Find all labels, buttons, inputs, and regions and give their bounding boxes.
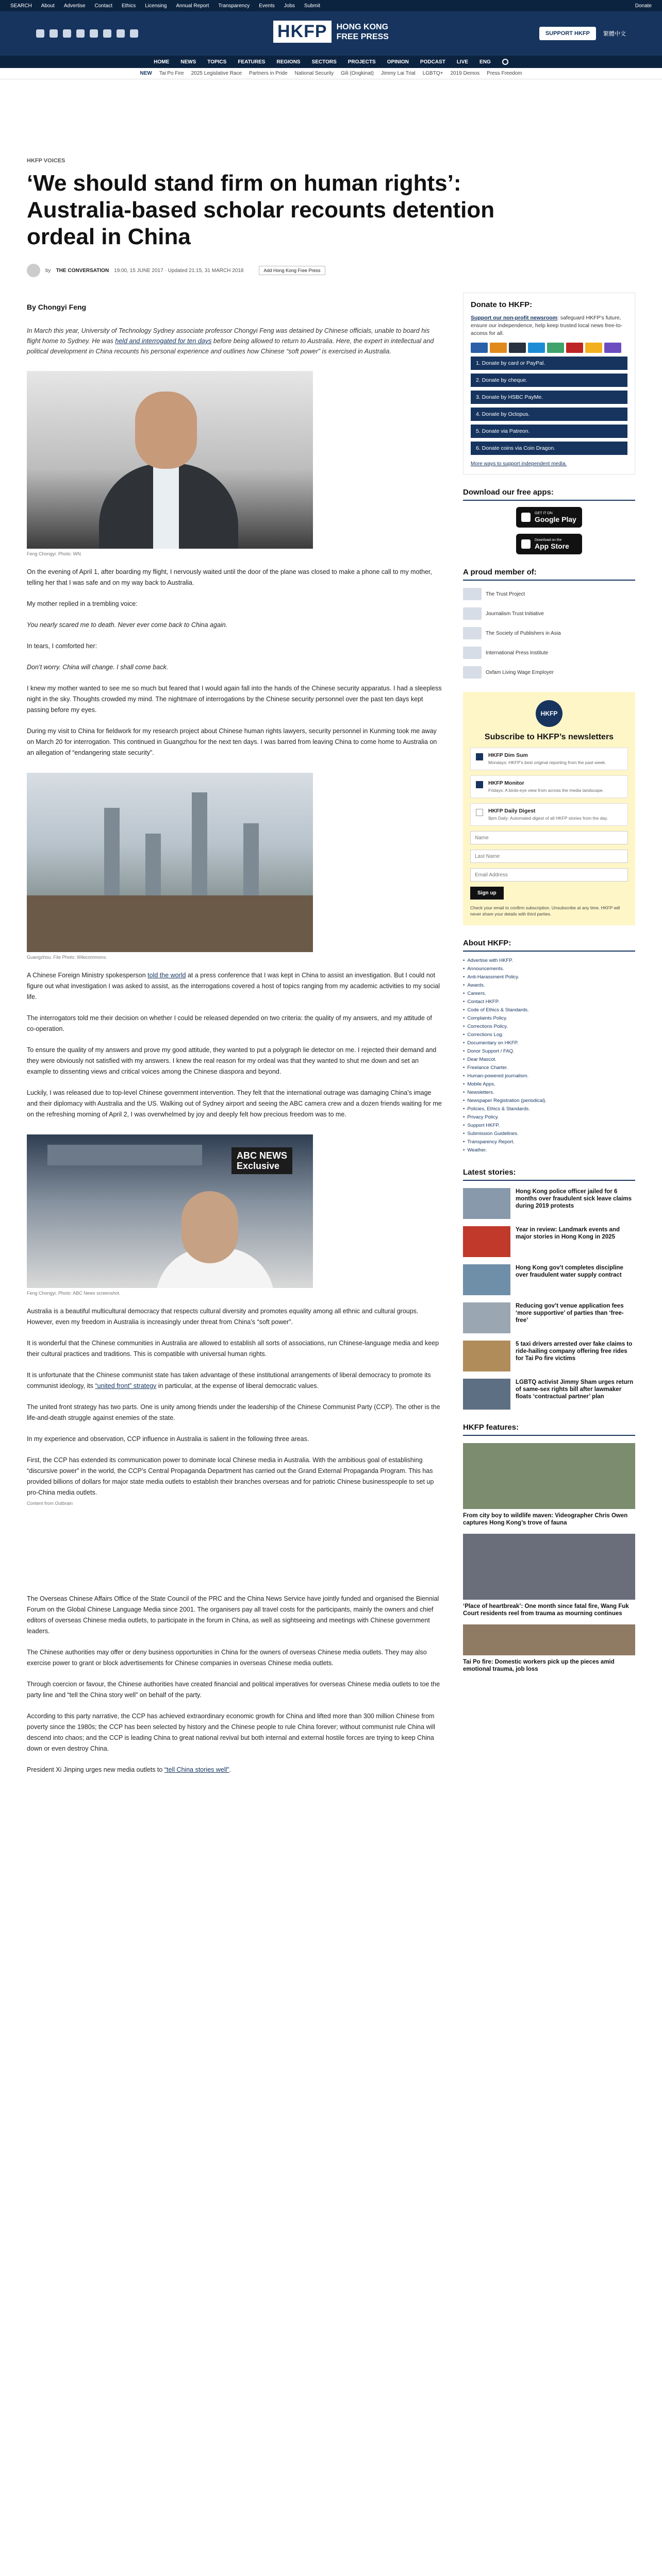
trust-project-icon	[463, 588, 482, 600]
about-link[interactable]: • Freelance Charter.	[463, 1064, 635, 1072]
nav-item-home[interactable]: HOME	[154, 59, 170, 65]
photo-figure	[135, 392, 197, 469]
utility-link-submit[interactable]: Submit	[304, 3, 321, 9]
add-source-button[interactable]: Add Hong Kong Free Press	[259, 266, 325, 275]
trending-item[interactable]: 2019 Demos	[450, 71, 480, 76]
about-link[interactable]: • Documentary on HKFP.	[463, 1039, 635, 1047]
about-link[interactable]: • Awards.	[463, 981, 635, 990]
story-thumbnail	[463, 1379, 510, 1410]
newsletter-name: HKFP Dim Sum	[488, 752, 528, 758]
article-photo-abc	[27, 1134, 313, 1288]
trending-item[interactable]: Jimmy Lai Trial	[381, 71, 416, 76]
newsletter-info	[488, 808, 608, 821]
more-ways-link[interactable]: More ways to support independent media.	[471, 461, 567, 467]
mastercard-icon	[490, 343, 507, 353]
about-link[interactable]: • Newspaper Registration (periodical).	[463, 1097, 635, 1105]
member-item[interactable]	[463, 666, 635, 679]
utility-link-events[interactable]: Events	[259, 3, 275, 9]
subscribe-title: Subscribe to HKFP’s newsletters	[484, 733, 614, 741]
member-name: Journalism Trust Initiative	[486, 611, 544, 617]
app-store-button[interactable]	[516, 534, 582, 554]
inline-link[interactable]: “tell China stories well”	[164, 1766, 229, 1773]
about-link[interactable]: • Submission Guidelines.	[463, 1130, 635, 1138]
member-name: Oxfam Living Wage Employer	[486, 669, 554, 675]
nav-item-regions[interactable]: REGIONS	[276, 59, 301, 65]
paragraph-text: It is unfortunate that the Chinese communist state has taken advantage of these institutional arrangements of liberal democracy to promote its communist ideology, its	[27, 1371, 431, 1389]
nav-item-sectors[interactable]: SECTORS	[311, 59, 337, 65]
octopus-icon	[566, 343, 583, 353]
social-icons	[36, 29, 138, 38]
utility-link-licensing[interactable]: Licensing	[145, 3, 167, 9]
story-thumbnail	[463, 1341, 510, 1371]
trending-item[interactable]: 2025 Legislative Race	[191, 71, 242, 76]
paragraph: To ensure the quality of my answers and prove my good attitude, they wanted to put a polygraph lie detector on me. I rejected their demand and they were obviously not satisfied with my answers. I knew the real reason for my ordeal was that they wanted to shut me down and set an example to dissenting views and critical voices among the Chinese diaspora and beyond.	[27, 1046, 437, 1075]
utility-link-contact[interactable]: Contact	[94, 3, 112, 9]
payment-methods	[471, 343, 627, 353]
logo-mark: HKFP	[273, 21, 332, 43]
article-category[interactable]: HKFP VOICES	[27, 158, 65, 164]
member-item[interactable]	[463, 607, 635, 620]
paragraph: The Overseas Chinese Affairs Office of the State Council of the PRC and the China News Service have jointly funded and organised the Biennial Forum on the Global Chinese Language Media since 2001. The organisers pay all travel costs for the participants, mainly the owners and chief editors of overseas Chinese media outlets, to participate in the forum in China, as well as sightseeing and meetings with Chinese government leaders.	[27, 1595, 439, 1635]
threads-icon[interactable]	[76, 29, 85, 38]
about-link[interactable]: • Policies, Ethics & Standards.	[463, 1105, 635, 1113]
lede-text: before being allowed to return to Australia. Here, the expert in intellectual and political development in China recounts his personal experience and outlines how Chinese “soft power” is exercised in Australia.	[27, 337, 434, 355]
trending-bar	[0, 68, 662, 79]
about-link[interactable]: • Contact HKFP.	[463, 998, 635, 1006]
payme-icon	[547, 343, 564, 353]
donate-box	[463, 293, 635, 474]
about-link[interactable]: • Careers.	[463, 990, 635, 998]
paragraph: First, the CCP has extended its communication power to dominate local Chinese media in Australia. With the ambitious goal of establishing “discursive power” in the world, the CCP’s Central Propaganda Department has carried out the Grand External Propaganda Program. This has provided billions of dollars for major state media outlets to establish their branches overseas and for patriotic Chinese businesspeople to set up pro-China media outlets.	[27, 1456, 434, 1496]
nav-item-news[interactable]: NEWS	[180, 59, 196, 65]
feature-story[interactable]	[463, 1443, 635, 1527]
email-field[interactable]	[470, 868, 628, 882]
first-name-field[interactable]	[470, 831, 628, 844]
photo-caption: Guangzhou. File Photo: Wikicommons.	[27, 955, 107, 960]
story-thumbnail	[463, 1302, 510, 1333]
about-link[interactable]: • Weather.	[463, 1146, 635, 1155]
about-link[interactable]: • Anti-Harassment Policy.	[463, 973, 635, 981]
newsletter-checkbox[interactable]	[476, 809, 483, 816]
photo-ground	[27, 895, 313, 952]
instagram-icon[interactable]	[63, 29, 71, 38]
feature-title: Tai Po fire: Domestic workers pick up the pieces amid emotional trauma, job loss	[463, 1659, 615, 1672]
latest-story[interactable]	[463, 1341, 635, 1371]
paragraph: Australia is a beautiful multicultural democracy that respects cultural diversity and promotes equality among all ethnic and cultural groups. However, even my freedom in Australia is increasingly under threat from China’s “soft power”.	[27, 1308, 419, 1326]
photo-figure	[153, 466, 179, 549]
paragraph: Luckily, I was released due to top-level Chinese government intervention. They felt that the international outrage was damaging China’s image and their diplomacy with Australia and the US. Walking out of Sydney airport and seeing the ABC camera crew and a dozen friends waiting for me on the refreshing morning of April 2, I was overwhelmed by joy and deeply felt how precious freedom was to me.	[27, 1089, 442, 1118]
article-author: By Chongyi Feng	[27, 303, 87, 311]
facebook-icon[interactable]	[36, 29, 44, 38]
google-play-big: Google Play	[535, 515, 576, 523]
paragraph: In my experience and observation, CCP influence in Australia is salient in the following three areas.	[27, 1435, 309, 1443]
about-link[interactable]: • Support HKFP.	[463, 1122, 635, 1130]
trending-new-label: NEW	[140, 71, 152, 76]
byline-prefix: by	[45, 267, 51, 274]
photo-building	[243, 823, 259, 895]
newsletter-signup	[463, 692, 635, 925]
photo-figure	[181, 1191, 238, 1263]
app-store-big: App Store	[535, 541, 569, 550]
lede-text: In March this year, University of Technology Sydney associate professor Chongyi Feng was detained by Chinese officials, unable to board his flight home to Sydney. He was	[27, 327, 430, 345]
features-section	[463, 1423, 635, 1673]
logo-text	[337, 22, 389, 42]
paragraph	[27, 1765, 442, 1775]
photo-building	[145, 834, 161, 895]
google-play-small: GET IT ON	[535, 511, 553, 515]
paragraph: According to this party narrative, the CCP has achieved extraordinary economic growth for China and lifted more than 300 million Chinese from poverty since the 1980s; the CCP has been selected by history and the Chinese people to rule China forever; without communist rule China will descend into chaos; and the CCP is leading China to great national revival but both internal and external hostile forces are trying to keep China down or even destroy China.	[27, 1713, 435, 1752]
member-item[interactable]	[463, 627, 635, 639]
about-link[interactable]: • Corrections Log.	[463, 1031, 635, 1039]
newsletter-info	[488, 752, 606, 766]
paragraph: Through coercion or favour, the Chinese authorities have created financial and political imperatives for overseas Chinese media outlets to toe the party line and “tell the China story well” on behalf of the party.	[27, 1681, 440, 1699]
story-title: 5 taxi drivers arrested over fake claims to ride-hailing company offering free rides for Tai Po fire victims	[516, 1341, 633, 1362]
newsletter-name: HKFP Daily Digest	[488, 808, 536, 814]
feature-title: From city boy to wildlife maven: Videographer Chris Owen captures Hong Kong’s trove of fauna	[463, 1513, 628, 1526]
member-item[interactable]	[463, 588, 635, 600]
utility-link-donate[interactable]: Donate	[635, 3, 652, 9]
quote-paragraph: You nearly scared me to death. Never ever come back to China again.	[27, 621, 228, 629]
about-link[interactable]: • Advertise with HKFP.	[463, 957, 635, 965]
search-icon[interactable]	[502, 59, 508, 65]
paragraph: The interrogators told me their decision on whether I could be released depended on two criteria: the quality of my answers, and my attitude of co-operation.	[27, 1014, 432, 1032]
telegram-icon[interactable]	[103, 29, 111, 38]
latest-story[interactable]	[463, 1379, 635, 1410]
paragraph-text: .	[229, 1766, 231, 1773]
trending-item[interactable]: LGBTQ+	[422, 71, 443, 76]
feature-image	[463, 1443, 635, 1509]
article-lede	[27, 326, 442, 357]
feature-image	[463, 1624, 635, 1655]
story-thumbnail	[463, 1264, 510, 1295]
youtube-icon[interactable]	[90, 29, 98, 38]
apple-icon	[521, 539, 531, 549]
paragraph: I knew my mother wanted to see me so much but feared that I would again fall into the hands of the Chinese security apparatus. I had a sleepless night in the sky. Thoughts crowded my mind. The nightmare of interrogations by the Chinese security personnel over the past ten days kept passing before my eyes.	[27, 685, 442, 714]
apps-section	[463, 488, 635, 554]
newsletter-option-dimsum[interactable]	[470, 748, 628, 770]
ad-label: Content from Outbrain	[27, 1501, 73, 1506]
nav-item-features[interactable]: FEATURES	[238, 59, 266, 65]
paragraph: The Chinese authorities may offer or deny business opportunities in China for the owners of overseas Chinese media outlets. They may also exercise power to grant or block advertisements for Chinese companies in overseas Chinese media outlets.	[27, 1649, 427, 1667]
amex-icon	[509, 343, 526, 353]
about-section	[463, 939, 635, 1155]
article-dates: 19:00, 15 JUNE 2017 · Updated 21:15, 31 MARCH 2018	[114, 267, 244, 274]
trending-item[interactable]: Gili (Ongkinat)	[341, 71, 374, 76]
oxfam-icon	[463, 666, 482, 679]
nav-item-topics[interactable]: TOPICS	[207, 59, 227, 65]
about-link[interactable]: • Dear Mascot.	[463, 1056, 635, 1064]
features-title: HKFP features:	[463, 1423, 635, 1436]
about-link[interactable]: • Code of Ethics & Standards.	[463, 1006, 635, 1014]
trending-item[interactable]: Partners in Pride	[249, 71, 288, 76]
apps-title: Download our free apps:	[463, 488, 635, 501]
google-play-icon	[521, 513, 531, 522]
nav-item-projects[interactable]: PROJECTS	[347, 59, 376, 65]
paragraph-text: in particular, at the expense of liberal democratic values.	[156, 1382, 319, 1389]
alipay-icon	[585, 343, 602, 353]
members-section	[463, 568, 635, 679]
photo-building	[192, 792, 207, 895]
utility-link-jobs[interactable]: Jobs	[284, 3, 295, 9]
ipi-icon	[463, 647, 482, 659]
masthead-actions	[539, 27, 626, 40]
trending-item[interactable]: Press Freedom	[487, 71, 522, 76]
nav-item-live[interactable]: LIVE	[456, 59, 469, 65]
utility-link-about[interactable]: About	[41, 3, 55, 9]
trending-item[interactable]: Tai Po Fire	[159, 71, 184, 76]
donate-text-body: : safeguard HKFP’s future, ensure our independence, help keep trusted local news free-to-access for all.	[471, 315, 623, 336]
about-link[interactable]: • Newsletters.	[463, 1089, 635, 1097]
about-link[interactable]: • Donor Support / FAQ.	[463, 1047, 635, 1056]
abc-news-logo	[231, 1147, 292, 1174]
paragraph: On the evening of April 1, after boarding my flight, I nervously waited until the door of the plane was closed to make a phone call to my mother, telling her that I was safe and on my way back to Australia.	[27, 568, 432, 586]
about-list	[463, 957, 635, 1155]
ad-slot	[27, 1506, 442, 1583]
paragraph-text: A Chinese Foreign Ministry spokesperson	[27, 972, 148, 979]
hkfp-logo-badge: HKFP	[536, 700, 562, 727]
donate-option-octopus[interactable]: 4. Donate by Octopus.	[471, 408, 627, 421]
article-headline: ‘We should stand firm on human rights’: Australia-based scholar recounts detention ordeal in China	[27, 171, 495, 249]
byline	[27, 264, 635, 277]
author-avatar	[27, 264, 40, 277]
latest-story[interactable]	[463, 1226, 635, 1257]
latest-title: Latest stories:	[463, 1168, 635, 1181]
main-nav	[0, 56, 662, 68]
app-store-small: Download on the	[535, 538, 562, 542]
abc-news-text: ABC NEWS	[237, 1150, 287, 1161]
masthead	[0, 11, 662, 56]
x-icon[interactable]	[49, 29, 58, 38]
article-body	[27, 293, 442, 1775]
about-link[interactable]: • Announcements.	[463, 965, 635, 973]
newsletter-checkbox[interactable]	[476, 753, 483, 760]
subscribe-note: Check your email to confirm subscription. Unsubscribe at any time. HKFP will never share your details with third parties.	[470, 905, 620, 917]
newsletter-name: HKFP Monitor	[488, 780, 524, 786]
photo-caption: Feng Chongyi. Photo: WN.	[27, 551, 82, 556]
utility-bar	[0, 0, 662, 11]
content-layout	[0, 293, 662, 1775]
newsletter-desc: Fridays: A birds-eye view from across the media landscape.	[488, 788, 604, 793]
site-logo[interactable]	[273, 21, 389, 43]
story-title: Hong Kong gov’t completes discipline over fraudulent water supply contract	[516, 1265, 623, 1278]
paragraph: During my visit to China for fieldwork for my research project about Chinese human rights lawyers, security personnel in Kunming took me away on March 20 for interrogation. This continued in Guangzhou for the next ten days. I was barred from leaving China to come home to Australia on an allegation of “endangering state security”.	[27, 727, 437, 756]
latest-story[interactable]	[463, 1188, 635, 1219]
story-thumbnail	[463, 1188, 510, 1219]
feature-story[interactable]	[463, 1534, 635, 1617]
member-name: The Society of Publishers in Asia	[486, 630, 561, 636]
photo-caption: Feng Chongyi. Photo: ABC News screenshot.	[27, 1291, 121, 1296]
sopa-icon	[463, 627, 482, 639]
member-item[interactable]	[463, 647, 635, 659]
donate-option-patreon[interactable]: 5. Donate via Patreon.	[471, 425, 627, 438]
about-link[interactable]: • Complaints Policy.	[463, 1014, 635, 1023]
paragraph: It is wonderful that the Chinese communities in Australia are allowed to establish all sorts of associations, run Chinese-language media and keep their cultural practices and traditions. This is compatible with universal human rights.	[27, 1340, 439, 1358]
rss-icon[interactable]	[130, 29, 138, 38]
feature-image	[463, 1534, 635, 1600]
donate-option-card[interactable]: 1. Donate by card or PayPal.	[471, 357, 627, 370]
email-icon[interactable]	[117, 29, 125, 38]
visa-icon	[471, 343, 488, 353]
about-link[interactable]: • Mobile Apps.	[463, 1080, 635, 1089]
inline-link[interactable]: “united front” strategy	[95, 1382, 157, 1389]
photo-building	[104, 808, 120, 895]
newsletter-info	[488, 780, 604, 793]
newsletter-desc: Mondays: HKFP’s best original reporting from the past week.	[488, 760, 606, 765]
logo-line1: HONG KONG	[336, 22, 389, 31]
paragraph-text: at a press conference that I was kept in China to assist an investigation. But I could not figure out what investigation I was asked to assist, as the interrogations covered a host of topics ranging from my academic activities to my social life.	[27, 972, 440, 1001]
lede-link[interactable]: held and interrogated for ten days	[115, 337, 212, 345]
paragraph: In tears, I comforted her:	[27, 642, 97, 650]
utility-link-annual-report[interactable]: Annual Report	[176, 3, 209, 9]
ad-space	[0, 79, 662, 158]
article-photo-feng	[27, 371, 313, 549]
inline-link[interactable]: told the world	[147, 972, 186, 979]
logo-line2: FREE PRESS	[336, 32, 389, 41]
last-name-field[interactable]	[470, 850, 628, 863]
feature-title: ‘Place of heartbreak’: One month since fatal fire, Wang Fuk Court residents reel from trauma as mourning continues	[463, 1603, 629, 1617]
article-header	[0, 158, 662, 277]
photo-banner	[47, 1145, 202, 1165]
newsletter-option-digest[interactable]	[470, 803, 628, 826]
member-name: International Press Institute	[486, 650, 549, 656]
about-link[interactable]: • Privacy Policy.	[463, 1113, 635, 1122]
newsletter-desc: 9pm Daily: Automated digest of all HKFP stories from the day.	[488, 816, 608, 821]
feature-story[interactable]	[463, 1624, 635, 1673]
latest-stories-section	[463, 1168, 635, 1410]
article-photo-guangzhou	[27, 773, 313, 952]
donate-option-cheque[interactable]: 2. Donate by cheque.	[471, 374, 627, 387]
story-thumbnail	[463, 1226, 510, 1257]
language-switch[interactable]: 繁體中文	[603, 31, 626, 37]
newsletter-checkbox[interactable]	[476, 781, 483, 788]
about-title: About HKFP:	[463, 939, 635, 952]
paragraph-text: President Xi Jinping urges new media outlets to	[27, 1766, 164, 1773]
latest-story[interactable]	[463, 1264, 635, 1295]
story-title: Hong Kong police officer jailed for 6 months over fraudulent sick leave claims during 2019 protests	[516, 1189, 632, 1209]
member-name: The Trust Project	[486, 591, 525, 597]
paragraph: The united front strategy has two parts. One is unity among friends under the leadership of the Chinese Communist Party (CCP). The other is the life-and-death struggle against enemies of the state.	[27, 1403, 440, 1421]
utility-link-ethics[interactable]: Ethics	[121, 3, 136, 9]
trending-item[interactable]: National Security	[294, 71, 334, 76]
abc-exclusive-text: Exclusive	[237, 1161, 280, 1171]
paragraph: My mother replied in a trembling voice:	[27, 600, 138, 607]
support-hkfp-button[interactable]: SUPPORT HKFP	[539, 27, 596, 40]
paypal-icon	[528, 343, 545, 353]
about-link[interactable]: • Transparency Report.	[463, 1138, 635, 1146]
story-title: Reducing gov’t venue application fees ‘more supportive’ of parties than ‘free-free’	[516, 1303, 624, 1324]
newsletter-option-monitor[interactable]	[470, 775, 628, 798]
social-links	[36, 29, 138, 38]
donate-link[interactable]: Support our non-profit newsroom	[471, 315, 557, 321]
paragraph	[27, 970, 442, 1003]
byline-source[interactable]: THE CONVERSATION	[56, 267, 109, 274]
donate-text	[471, 314, 627, 337]
signup-button[interactable]: Sign up	[470, 887, 504, 900]
about-link[interactable]: • Corrections Policy.	[463, 1023, 635, 1031]
utility-link-search[interactable]: SEARCH	[10, 3, 32, 9]
utility-link-advertise[interactable]: Advertise	[63, 3, 86, 9]
story-title: LGBTQ activist Jimmy Sham urges return of same-sex rights bill after lawmaker floats ‘contractual partner’ plan	[516, 1379, 634, 1400]
nav-item-eng[interactable]: ENG	[479, 59, 491, 65]
about-link[interactable]: • Human-powered journalism.	[463, 1072, 635, 1080]
latest-story[interactable]	[463, 1302, 635, 1333]
paragraph	[27, 1370, 442, 1392]
jti-icon	[463, 607, 482, 620]
quote-paragraph: Don’t worry. China will change. I shall come back.	[27, 664, 169, 671]
donate-title: Donate to HKFP:	[471, 300, 533, 309]
patreon-icon	[604, 343, 621, 353]
story-title: Year in review: Landmark events and major stories in Hong Kong in 2025	[516, 1227, 620, 1240]
google-play-button[interactable]	[516, 507, 582, 528]
donate-option-coins[interactable]: 6. Donate coins via Coin Dragon.	[471, 442, 627, 455]
sidebar	[463, 293, 635, 1775]
nav-item-opinion[interactable]: OPINION	[387, 59, 409, 65]
members-title: A proud member of:	[463, 568, 635, 581]
nav-item-podcast[interactable]: PODCAST	[420, 59, 445, 65]
utility-link-transparency[interactable]: Transparency	[218, 3, 250, 9]
donate-option-payme[interactable]: 3. Donate by HSBC PayMe.	[471, 391, 627, 404]
